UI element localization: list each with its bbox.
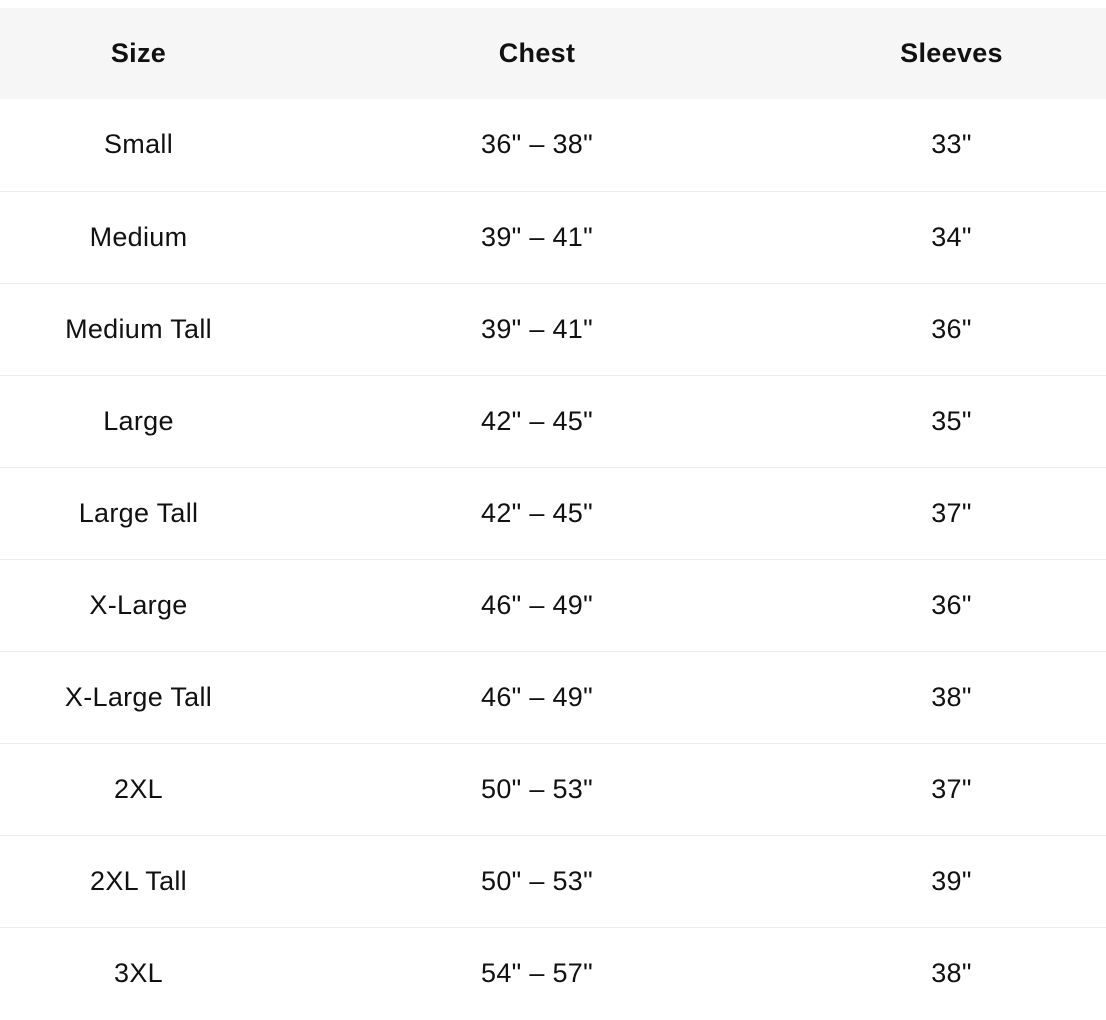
size-cell: X-Large Tall bbox=[64, 681, 213, 712]
chest-cell: 42" – 45" bbox=[481, 405, 593, 436]
chest-cell: 36" – 38" bbox=[481, 129, 593, 160]
size-cell: 3XL bbox=[114, 957, 163, 988]
sleeves-cell: 36" bbox=[931, 313, 972, 344]
size-cell: 2XL bbox=[114, 773, 163, 804]
sleeves-cell: 38" bbox=[931, 957, 972, 988]
size-cell: Medium bbox=[89, 221, 188, 252]
header-size: Size bbox=[110, 38, 167, 68]
chest-cell: 39" – 41" bbox=[481, 221, 593, 252]
sleeves-cell: 37" bbox=[931, 773, 972, 804]
chest-cell: 42" – 45" bbox=[481, 497, 593, 528]
sleeves-cell: 35" bbox=[931, 405, 972, 436]
sleeves-cell: 39" bbox=[931, 865, 972, 896]
sleeves-cell: 36" bbox=[931, 589, 972, 620]
table-row bbox=[0, 559, 1106, 651]
chest-cell: 50" – 53" bbox=[481, 773, 593, 804]
sleeves-cell: 38" bbox=[931, 681, 972, 712]
table-row bbox=[0, 375, 1106, 467]
size-cell: Large bbox=[103, 405, 174, 436]
header-row bbox=[0, 8, 1106, 99]
chest-cell: 46" – 49" bbox=[481, 589, 593, 620]
table-row bbox=[0, 467, 1106, 559]
size-cell: 2XL Tall bbox=[90, 865, 187, 896]
sleeves-cell: 37" bbox=[931, 497, 972, 528]
table-row bbox=[0, 651, 1106, 743]
sleeves-cell: 33" bbox=[931, 129, 972, 160]
size-cell: X-Large bbox=[89, 589, 188, 620]
size-cell: Large Tall bbox=[78, 497, 199, 528]
size-chart-body bbox=[0, 99, 1106, 1019]
size-cell: Medium Tall bbox=[65, 313, 212, 344]
size-chart-table bbox=[0, 8, 1106, 1019]
header-chest: Chest bbox=[498, 38, 576, 68]
table-row bbox=[0, 835, 1106, 927]
table-row bbox=[0, 99, 1106, 191]
table-row bbox=[0, 743, 1106, 835]
sleeves-cell: 34" bbox=[931, 221, 972, 252]
table-row bbox=[0, 191, 1106, 283]
chest-cell: 46" – 49" bbox=[481, 681, 593, 712]
chest-cell: 54" – 57" bbox=[481, 957, 593, 988]
table-row bbox=[0, 283, 1106, 375]
size-chart-header bbox=[0, 8, 1106, 99]
chest-cell: 50" – 53" bbox=[481, 865, 593, 896]
table-row bbox=[0, 927, 1106, 1019]
header-sleeves: Sleeves bbox=[900, 38, 1003, 68]
chest-cell: 39" – 41" bbox=[481, 313, 593, 344]
size-cell: Small bbox=[103, 129, 173, 160]
